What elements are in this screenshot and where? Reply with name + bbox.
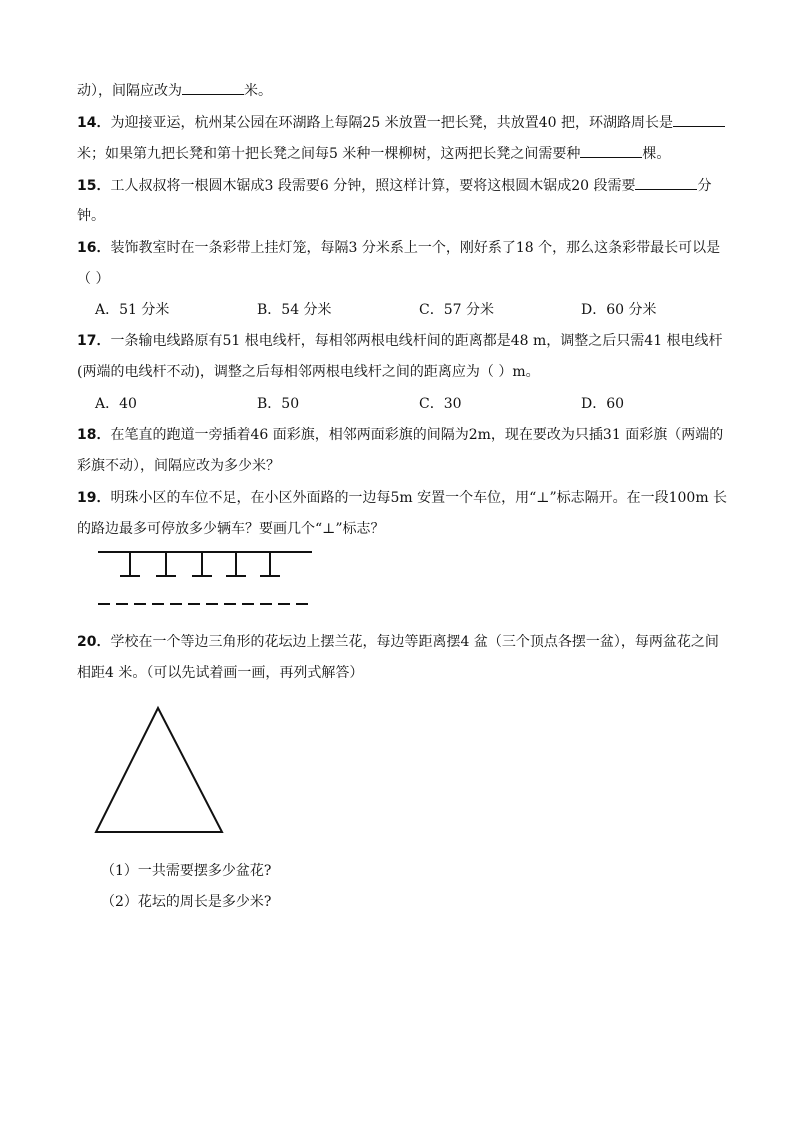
- q20-subquestion-2: （2）花坛的周长是多少米?: [101, 894, 272, 910]
- q15-number: 15．: [77, 178, 111, 194]
- q13-tail-text: 动），间隔应改为: [77, 83, 182, 99]
- q16-text-a: 装饰教室时在一条彩带上挂灯笼，每隔3 分米系上一个，刚好系了18 个，那么这条彩带最长可以是: [110, 240, 721, 256]
- triangle-diagram: [90, 700, 230, 840]
- separator-marks: [120, 552, 280, 576]
- answer-blank[interactable]: [673, 112, 725, 127]
- q20-line-2: [77, 663, 363, 683]
- q16-option-d[interactable]: D．60 分米: [581, 302, 657, 318]
- q18-line-1: [77, 425, 723, 445]
- q16-option-b[interactable]: B．54 分米: [257, 302, 332, 318]
- q18-line-2: [77, 456, 280, 476]
- q14-line-2: [77, 143, 670, 164]
- q17-option-c[interactable]: C．30: [419, 396, 462, 412]
- q14-line-1: [77, 112, 725, 133]
- q19-text-b: 的路边最多可停放多少辆车？要画几个“⊥”标志？: [77, 521, 385, 537]
- q17-text-b: (两端的电线杆不动)，调整之后每相邻两根电线杆之间的距离应为（ ）m。: [77, 364, 540, 380]
- q15-text-a: 工人叔叔将一根圆木锯成3 段需要6 分钟，照这样计算，要将这根圆木锯成20 段需要: [110, 178, 636, 194]
- q16-answer-bracket: （ ）: [77, 271, 110, 287]
- q17-option-d[interactable]: D．60: [581, 396, 625, 412]
- q16-option-c[interactable]: C．57 分米: [419, 302, 494, 318]
- q16-option-a[interactable]: A．51 分米: [95, 302, 170, 318]
- q20-number: 20．: [77, 634, 111, 650]
- q16-line-1: [77, 238, 720, 258]
- q18-text-a: 在笔直的跑道一旁插着46 面彩旗，相邻两面彩旗的间隔为2m，现在要改为只插31 面彩旗（两端的: [110, 427, 724, 443]
- q20-text-b: 相距4 米。（可以先试着画一画，再列式解答）: [77, 665, 364, 681]
- q13-tail-line: [77, 80, 272, 101]
- q18-number: 18．: [77, 427, 111, 443]
- answer-blank[interactable]: [580, 143, 642, 158]
- q15-line-1: [77, 175, 711, 196]
- q20-line-1: [77, 632, 719, 652]
- answer-blank[interactable]: [182, 80, 244, 95]
- q14-text-a: 为迎接亚运，杭州某公园在环湖路上每隔25 米放置一把长凳，共放置40 把，环湖路周长是: [110, 115, 674, 131]
- q20-subquestion-1: （1）一共需要摆多少盆花?: [101, 863, 272, 879]
- q15-text-b: 分: [697, 178, 712, 194]
- q17-line-1: [77, 331, 723, 351]
- q17-line-2: [77, 362, 540, 382]
- answer-blank[interactable]: [635, 175, 697, 190]
- q13-tail-unit: 米。: [244, 83, 272, 99]
- q19-line-1: [77, 488, 727, 508]
- q19-text-a: 明珠小区的车位不足，在小区外面路的一边每5m 安置一个车位，用“⊥”标志隔开。在一段100m 长: [110, 490, 728, 506]
- q18-text-b: 彩旗不动），间隔应改为多少米？: [77, 458, 280, 474]
- q19-number: 19．: [77, 490, 111, 506]
- q16-line-2: [77, 269, 109, 289]
- parking-diagram: [90, 544, 320, 614]
- q17-option-a[interactable]: A．40: [95, 396, 137, 412]
- q17-text-a: 一条输电线路原有51 根电线杆，每相邻两根电线杆间的距离都是48 m，调整之后只需41 根电线杆: [110, 333, 723, 349]
- q14-text-c: 棵。: [642, 146, 671, 162]
- q17-option-b[interactable]: B．50: [257, 396, 300, 412]
- q20-text-a: 学校在一个等边三角形的花坛边上摆兰花，每边等距离摆4 盆（三个顶点各摆一盆），每两盆花之间: [110, 634, 719, 650]
- q14-number: 14．: [77, 115, 111, 131]
- q15-line-2: [77, 206, 105, 226]
- q16-number: 16．: [77, 240, 111, 256]
- q14-text-b: 米；如果第九把长凳和第十把长凳之间每5 米种一棵柳树，这两把长凳之间需要种: [77, 146, 581, 162]
- equilateral-triangle: [96, 708, 222, 832]
- q15-text-c: 钟。: [77, 208, 105, 224]
- q17-number: 17．: [77, 333, 111, 349]
- q19-line-2: [77, 519, 384, 539]
